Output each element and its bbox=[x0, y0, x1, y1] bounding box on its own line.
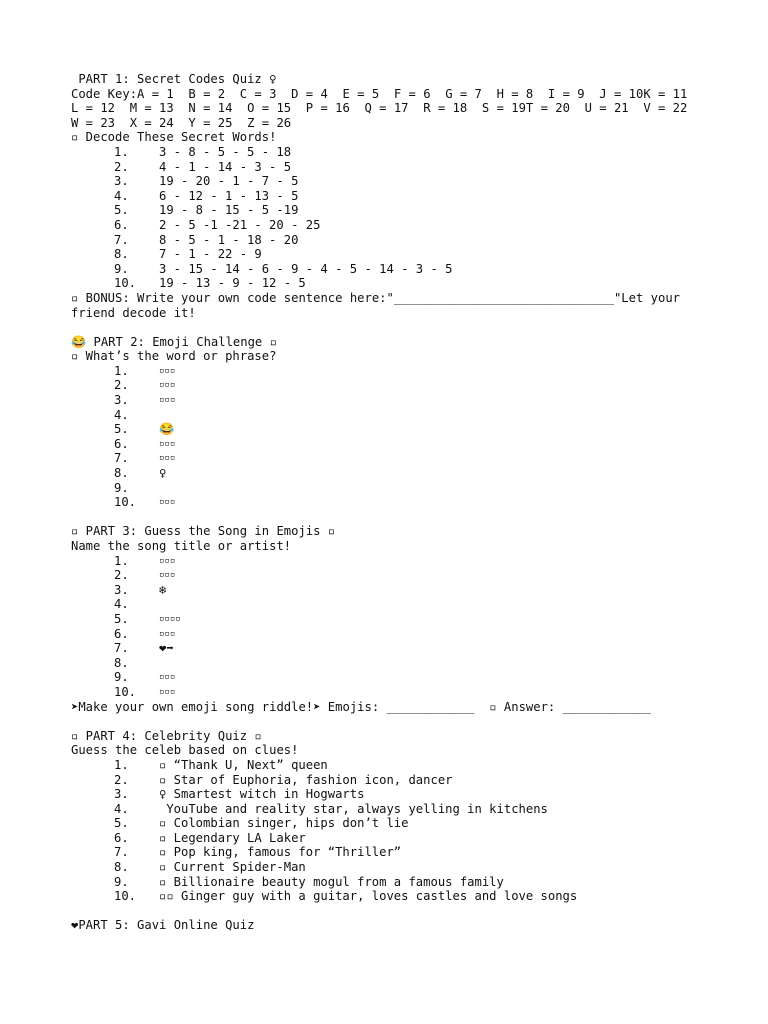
item-number: 7. bbox=[114, 845, 129, 860]
part1-title: PART 1: Secret Codes Quiz ♀ bbox=[71, 72, 277, 86]
item-text: ▫▫▫ bbox=[159, 570, 176, 581]
list-item bbox=[71, 466, 731, 481]
item-number: 6. bbox=[114, 830, 129, 845]
song-riddle-line: ➤Make your own emoji song riddle!➤ Emojis: ____________ ▫ Answer: ____________ bbox=[71, 699, 651, 714]
spacer bbox=[71, 714, 731, 729]
list-item bbox=[71, 685, 731, 700]
list-item bbox=[71, 773, 731, 788]
part3-heading: Name the song title or artist! bbox=[71, 539, 292, 553]
list-item bbox=[71, 597, 731, 612]
list-item bbox=[71, 145, 731, 160]
list-item bbox=[71, 364, 731, 379]
item-text: 19 - 20 - 1 - 7 - 5 bbox=[159, 174, 299, 189]
item-number: 10. bbox=[114, 684, 137, 699]
item-number: 10. bbox=[114, 495, 137, 510]
item-number: 9. bbox=[114, 670, 129, 685]
item-text: ▫ Billionaire beauty mogul from a famous family bbox=[159, 874, 504, 889]
list-item bbox=[71, 422, 731, 437]
item-text: 7 - 1 - 22 - 9 bbox=[159, 247, 262, 262]
item-number: 10. bbox=[114, 889, 137, 904]
item-text: 2 - 5 -1 -21 - 20 - 25 bbox=[159, 217, 321, 232]
item-number: 3. bbox=[114, 393, 129, 408]
item-text: ▫▫▫ bbox=[159, 380, 176, 391]
item-text: 8 - 5 - 1 - 18 - 20 bbox=[159, 232, 299, 247]
code-key-line-3: W = 23 X = 24 Y = 25 Z = 26 bbox=[71, 115, 292, 130]
item-number: 1. bbox=[114, 144, 129, 159]
part4-title: ▫ PART 4: Celebrity Quiz ▫ bbox=[71, 728, 262, 743]
part2-heading: ▫ What’s the word or phrase? bbox=[71, 349, 277, 364]
item-number: 9. bbox=[114, 874, 129, 889]
list-item bbox=[71, 656, 731, 671]
list-item bbox=[71, 495, 731, 510]
part3-title: ▫ PART 3: Guess the Song in Emojis ▫ bbox=[71, 524, 336, 539]
spacer bbox=[71, 904, 731, 919]
list-item bbox=[71, 218, 731, 233]
item-number: 2. bbox=[114, 568, 129, 583]
list-item bbox=[71, 378, 731, 393]
list-item bbox=[71, 758, 731, 773]
item-text: 6 - 12 - 1 - 13 - 5 bbox=[159, 188, 299, 203]
list-item bbox=[71, 437, 731, 452]
item-number: 4. bbox=[114, 407, 129, 422]
item-number: 1. bbox=[114, 363, 129, 378]
item-number: 2. bbox=[114, 378, 129, 393]
list-item bbox=[71, 174, 731, 189]
list-item bbox=[71, 670, 731, 685]
item-text: 19 - 13 - 9 - 12 - 5 bbox=[159, 276, 306, 291]
item-text: ▫▫▫ bbox=[159, 555, 176, 566]
item-text: ♀ bbox=[159, 466, 167, 481]
item-text: ▫▫▫ bbox=[159, 453, 176, 464]
item-number: 10. bbox=[114, 276, 137, 291]
list-item bbox=[71, 816, 731, 831]
item-number: 1. bbox=[114, 757, 129, 772]
item-number: 8. bbox=[114, 860, 129, 875]
item-text: ▫▫▫▫ bbox=[159, 613, 181, 624]
item-number: 6. bbox=[114, 436, 129, 451]
list-item bbox=[71, 451, 731, 466]
item-text: ▫ Star of Euphoria, fashion icon, dancer bbox=[159, 772, 453, 787]
bonus-line-1: ▫ BONUS: Write your own code sentence here:"______________________________"Let your bbox=[71, 290, 681, 305]
list-item bbox=[71, 554, 731, 569]
item-text: ♀ Smartest witch in Hogwarts bbox=[159, 787, 365, 802]
item-number: 9. bbox=[114, 480, 129, 495]
spacer bbox=[71, 320, 731, 335]
list-item bbox=[71, 568, 731, 583]
list-item bbox=[71, 247, 731, 262]
item-number: 2. bbox=[114, 159, 129, 174]
list-item bbox=[71, 860, 731, 875]
item-text: ▫▫▫ bbox=[159, 686, 176, 697]
item-text: ▫▫▫ bbox=[159, 628, 176, 639]
item-number: 8. bbox=[114, 466, 129, 481]
list-item bbox=[71, 189, 731, 204]
list-item bbox=[71, 408, 731, 423]
part4-heading: Guess the celeb based on clues! bbox=[71, 743, 299, 758]
list-item bbox=[71, 393, 731, 408]
item-number: 7. bbox=[114, 641, 129, 656]
item-number: 2. bbox=[114, 772, 129, 787]
part5-title: ❤PART 5: Gavi Online Quiz bbox=[71, 918, 255, 933]
list-item bbox=[71, 233, 731, 248]
item-number: 3. bbox=[114, 582, 129, 597]
list-item bbox=[71, 160, 731, 175]
item-number: 5. bbox=[114, 611, 129, 626]
item-number: 3. bbox=[114, 787, 129, 802]
list-item bbox=[71, 889, 731, 904]
item-number: 7. bbox=[114, 451, 129, 466]
item-number: 4. bbox=[114, 188, 129, 203]
item-number: 6. bbox=[114, 626, 129, 641]
list-item bbox=[71, 612, 731, 627]
list-item bbox=[71, 802, 731, 817]
list-item bbox=[71, 262, 731, 277]
list-item bbox=[71, 627, 731, 642]
list-item bbox=[71, 875, 731, 890]
item-number: 4. bbox=[114, 597, 129, 612]
item-number: 7. bbox=[114, 232, 129, 247]
list-item bbox=[71, 583, 731, 598]
list-item bbox=[71, 641, 731, 656]
code-key-line-2: L = 12 M = 13 N = 14 O = 15 P = 16 Q = 17 R = 18 S = 19T = 20 U = 21 V = 22 bbox=[71, 101, 688, 116]
item-text: 19 - 8 - 15 - 5 -19 bbox=[159, 203, 299, 218]
part1-heading: ▫ Decode These Secret Words! bbox=[71, 130, 277, 145]
list-item bbox=[71, 845, 731, 860]
item-text: YouTube and reality star, always yelling in kitchens bbox=[159, 801, 548, 816]
item-text: ▫▫▫ bbox=[159, 365, 176, 376]
item-text: ▫▫ Ginger guy with a guitar, loves castles and love songs bbox=[159, 889, 578, 904]
list-item bbox=[71, 481, 731, 496]
item-text: 3 - 15 - 14 - 6 - 9 - 4 - 5 - 14 - 3 - 5 bbox=[159, 261, 453, 276]
item-text: ▫▫▫ bbox=[159, 438, 176, 449]
code-key-line-1: Code Key:A = 1 B = 2 C = 3 D = 4 E = 5 F = 6 G = 7 H = 8 I = 9 J = 10K = 11 bbox=[71, 86, 688, 101]
document-page bbox=[71, 72, 731, 933]
item-number: 3. bbox=[114, 174, 129, 189]
item-text: ▫▫▫ bbox=[159, 497, 176, 508]
bonus-line-2: friend decode it! bbox=[71, 305, 196, 320]
part2-title: 😂 PART 2: Emoji Challenge ▫ bbox=[71, 334, 277, 349]
item-text: ▫ Pop king, famous for “Thriller” bbox=[159, 845, 402, 860]
item-number: 9. bbox=[114, 261, 129, 276]
item-number: 1. bbox=[114, 553, 129, 568]
item-number: 8. bbox=[114, 655, 129, 670]
item-text: 3 - 8 - 5 - 5 - 18 bbox=[159, 144, 292, 159]
item-number: 5. bbox=[114, 816, 129, 831]
item-number: 8. bbox=[114, 247, 129, 262]
item-number: 6. bbox=[114, 217, 129, 232]
item-text: ▫ Colombian singer, hips don’t lie bbox=[159, 816, 409, 831]
list-item bbox=[71, 276, 731, 291]
item-text: ▫ “Thank U, Next” queen bbox=[159, 757, 328, 772]
item-text: ▫ Current Spider-Man bbox=[159, 860, 306, 875]
spacer bbox=[71, 510, 731, 525]
item-text: ▫▫▫ bbox=[159, 395, 176, 406]
item-number: 4. bbox=[114, 801, 129, 816]
list-item bbox=[71, 203, 731, 218]
item-text: 😂 bbox=[159, 422, 175, 437]
item-text: 4 - 1 - 14 - 3 - 5 bbox=[159, 159, 292, 174]
list-item bbox=[71, 787, 731, 802]
item-text: ❤➡ bbox=[159, 641, 174, 656]
item-number: 5. bbox=[114, 203, 129, 218]
list-item bbox=[71, 831, 731, 846]
item-text: ▫▫▫ bbox=[159, 672, 176, 683]
item-text: ❄ bbox=[159, 582, 167, 597]
item-text: ▫ Legendary LA Laker bbox=[159, 830, 306, 845]
item-number: 5. bbox=[114, 422, 129, 437]
